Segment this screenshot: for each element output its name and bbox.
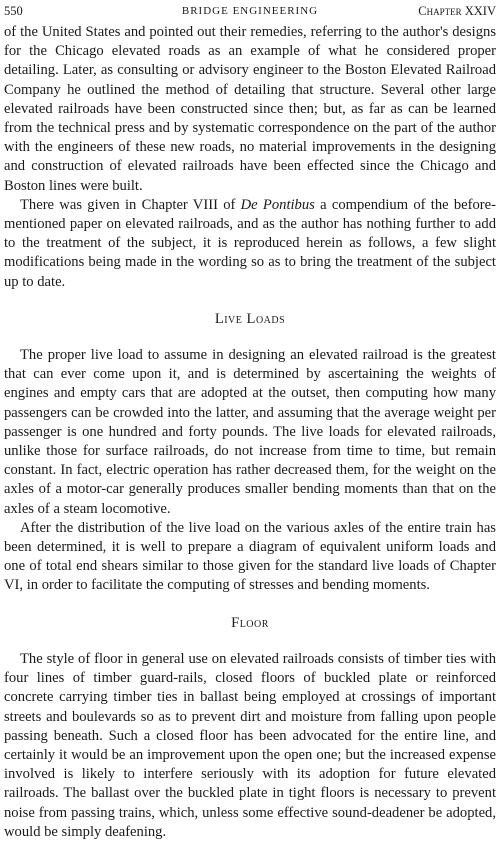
paragraph-text: There was given in Chapter VIII of xyxy=(20,196,241,213)
page-number: 550 xyxy=(4,4,23,18)
book-title: De Pontibus xyxy=(240,196,315,213)
paragraph: The style of floor in general use on elevated railroads consists of timber ties with four lines of timber guard-rails, closed floors of buckled plate or reinforced concrete carrying timber ties in ballast being employed at crossings of important streets and boulevards so as to prevent dirt and moisture from falling upon people passing beneath. Such a closed floor has been advocated for the entire line, and certainly it would be an improvement upon the open one; but the increased expense involved is likely to interfere seriously with its adoption for future elevated railroads. The ballast over the buckled plate in tight floors is necessary to prevent noise from passing trains, which, unless some effective sound-deadener be adopted, would be simply deafening. xyxy=(4,650,496,840)
section-heading-live-loads: Live Loads xyxy=(214,310,286,327)
running-title: BRIDGE ENGINEERING xyxy=(181,5,319,17)
chapter-label: Chapter XXIV xyxy=(418,4,496,18)
section-heading-floor: Floor xyxy=(231,614,269,631)
page-body xyxy=(4,23,496,842)
running-header xyxy=(4,2,496,20)
paragraph xyxy=(4,196,496,292)
paragraph: of the United States and pointed out their remedies, referring to the author's designs for the Chicago elevated roads as an example of what he considered proper detailing. Later, as consulting or advisory engineer to the Boston Elevated Railroad Company he outlined the method of detailing that structure. Several other large elevated railroads have been constructed since then; but, as far as can be learned from the technical press and by systematic correspondence on the part of the author with the engineers of these new roads, no material improvements in the designing and construction of elevated railroads have been effected since the Chicago and Boston lines were built. xyxy=(4,24,496,194)
paragraph-text: a compendium of the before-mentioned paper on elevated railroads, and as the author has nothing further to add to the treatment of the subject, it is reproduced herein as follows, a few slight modifications being made in the wording so as to bring the treatment of the subject up to date. xyxy=(4,196,496,290)
paragraph: The proper live load to assume in designing an elevated railroad is the greatest that can ever come upon it, and is determined by ascertaining the weights of engines and empty cars that are adopted at the outset, then computing how many passengers can be crowded into the latter, and assuming that the average weight per passenger is one hundred and forty pounds. The live loads for elevated railroads, unlike those for surface railroads, do not increase from time to time, but remain constant. In fact, electric operation has rather decreased them, for the weight on the axles of a motor-car generally produces smaller bending moments than that on the axles of a steam locomotive. xyxy=(4,347,496,517)
paragraph: After the distribution of the live load on the various axles of the entire train has been determined, it is well to prepare a diagram of equivalent uniform loads and one of total end shears similar to those given for the standard live loads of Chapter VI, in order to facilitate the computing of stresses and bending moments. xyxy=(4,519,496,594)
